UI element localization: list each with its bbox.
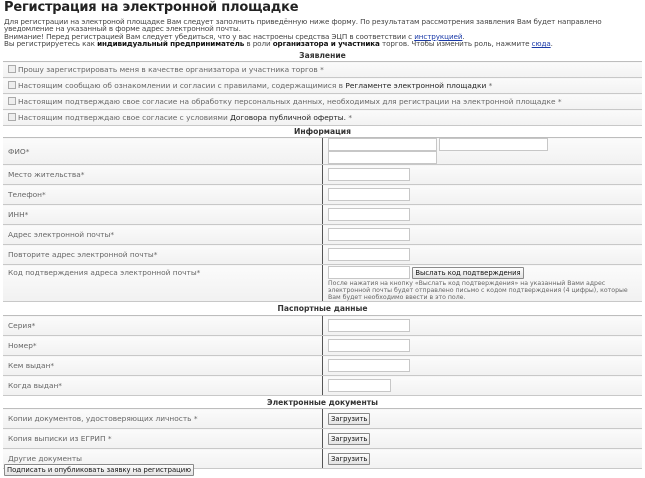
- checkbox-icon[interactable]: [8, 113, 16, 121]
- upload-button[interactable]: Загрузить: [328, 433, 370, 445]
- section-header: Электронные документы: [3, 396, 642, 409]
- role-name: организатора и участника: [272, 38, 380, 48]
- code-input[interactable]: [328, 266, 410, 279]
- intro-line: Для регистрации на электроной площадке Вам следует заполнить приведённую ниже форму. По результатам рассмотрения заявления Вам будет направлено уведомление на указанный в форме адрес электронной почты.: [4, 17, 602, 34]
- role-prefix: Вы регистрируетесь как: [4, 38, 98, 48]
- phone-label: Телефон*: [3, 185, 323, 205]
- residence-cell: [323, 165, 643, 185]
- fio-cell: [323, 138, 643, 165]
- checkbox-icon[interactable]: [8, 81, 16, 89]
- registration-form: [3, 49, 642, 469]
- field-row-email-repeat: [3, 245, 642, 265]
- checkbox-icon[interactable]: [8, 97, 16, 105]
- section-header: Заявление: [3, 49, 642, 62]
- email-repeat-label: Повторите адрес электронной почты*: [3, 245, 323, 265]
- upload-button[interactable]: Загрузить: [328, 453, 370, 465]
- document-cell: [323, 449, 643, 469]
- document-cell: [323, 409, 643, 429]
- role-line: [4, 40, 640, 47]
- issued-by-cell: [323, 356, 643, 376]
- statement-check-row: [3, 94, 642, 110]
- field-row-residence: [3, 165, 642, 185]
- email-repeat-input[interactable]: [328, 248, 410, 261]
- email-label: Адрес электронной почты*: [3, 225, 323, 245]
- required-mark: *: [486, 81, 493, 90]
- warning-end: .: [462, 31, 465, 41]
- issued-date-input[interactable]: [328, 379, 391, 392]
- regulations-link[interactable]: Регламенте электронной площадки: [345, 81, 487, 90]
- check-text: Настоящим подтверждаю свое согласие с условиями: [18, 113, 231, 122]
- last-name-input[interactable]: [328, 138, 437, 151]
- role-type: индивидуальный предприниматель: [97, 38, 245, 48]
- number-input[interactable]: [328, 339, 410, 352]
- field-row-inn: [3, 205, 642, 225]
- intro-text: [4, 18, 640, 47]
- document-label: Копия выписки из ЕГРИП *: [3, 429, 323, 449]
- section-header: Информация: [3, 126, 642, 138]
- number-label: Номер*: [3, 336, 323, 356]
- checkbox-organizer[interactable]: [3, 62, 642, 78]
- series-label: Серия*: [3, 316, 323, 336]
- statement-check-row: [3, 78, 642, 94]
- field-row-issued-date: [3, 376, 642, 396]
- document-row: [3, 429, 642, 449]
- section-info: [3, 126, 642, 138]
- fio-label: ФИО*: [3, 138, 323, 165]
- number-cell: [323, 336, 643, 356]
- first-name-input[interactable]: [439, 138, 548, 151]
- document-row: [3, 409, 642, 429]
- role-end: .: [550, 38, 553, 48]
- inn-label: ИНН*: [3, 205, 323, 225]
- phone-input[interactable]: [328, 188, 410, 201]
- check-text: Настоящим сообщаю об ознакомлении и согласии с правилами, содержащимися в: [18, 81, 346, 90]
- residence-input[interactable]: [328, 168, 410, 181]
- email-cell: [323, 225, 643, 245]
- submit-area: [4, 459, 194, 478]
- page-title: Регистрация на электронной площадке: [4, 0, 299, 15]
- checkbox-icon[interactable]: [8, 65, 16, 73]
- field-row-phone: [3, 185, 642, 205]
- upload-button[interactable]: Загрузить: [328, 413, 370, 425]
- section-passport: [3, 302, 642, 316]
- field-row-code: [3, 265, 642, 302]
- issued-by-input[interactable]: [328, 359, 410, 372]
- field-row-series: [3, 316, 642, 336]
- role-suffix: торгов. Чтобы изменить роль, нажмите: [379, 38, 532, 48]
- field-row-fio: [3, 138, 642, 165]
- sign-and-publish-button[interactable]: Подписать и опубликовать заявку на регистрацию: [4, 464, 194, 476]
- issued-by-label: Кем выдан*: [3, 356, 323, 376]
- middle-name-input[interactable]: [328, 151, 437, 164]
- series-input[interactable]: [328, 319, 410, 332]
- code-label: Код подтверждения адреса электронной почты*: [3, 265, 323, 302]
- check-text: Прошу зарегистрировать меня в качестве организатора и участника торгов: [18, 65, 318, 74]
- inn-input[interactable]: [328, 208, 410, 221]
- required-mark: *: [317, 65, 324, 74]
- checkbox-personal-data[interactable]: [3, 94, 642, 110]
- check-text: Настоящим подтверждаю свое согласие на обработку персональных данных, необходимых для регистрации на электронной площадке: [18, 97, 556, 106]
- email-input[interactable]: [328, 228, 410, 241]
- code-controls: [328, 266, 642, 279]
- statement-check-row: [3, 110, 642, 126]
- role-mid: в роли: [244, 38, 273, 48]
- checkbox-regulations[interactable]: [3, 78, 642, 94]
- document-label: Копии документов, удостоверяющих личность *: [3, 409, 323, 429]
- residence-label: Место жительства*: [3, 165, 323, 185]
- required-mark: *: [555, 97, 562, 106]
- document-cell: [323, 429, 643, 449]
- statement-check-row: [3, 62, 642, 78]
- document-label: Другие документы: [3, 449, 323, 469]
- change-role-link[interactable]: сюда: [531, 38, 551, 48]
- send-code-button[interactable]: Выслать код подтверждения: [412, 267, 523, 279]
- checkbox-offer[interactable]: [3, 110, 642, 126]
- field-row-email: [3, 225, 642, 245]
- instruction-link[interactable]: инструкцией: [414, 31, 463, 41]
- series-cell: [323, 316, 643, 336]
- required-mark: *: [345, 113, 353, 122]
- offer-link[interactable]: Договора публичной оферты.: [230, 113, 346, 122]
- warning-text: Внимание! Перед регистрацией Вам следует убедиться, что у вас настроены средства ЭЦП в соответствии с: [4, 31, 415, 41]
- email-repeat-cell: [323, 245, 643, 265]
- issued-date-cell: [323, 376, 643, 396]
- section-statement: [3, 49, 642, 62]
- inn-cell: [323, 205, 643, 225]
- phone-cell: [323, 185, 643, 205]
- field-row-issued-by: [3, 356, 642, 376]
- section-header: Паспортные данные: [3, 302, 642, 316]
- code-hint: После нажатия на кнопку «Выслать код подтверждения» на указанный Вами адрес электронной почты будет отправлено письмо с кодом подтверждения (4 цифры), которые Вам будет необходимо ввести в это поле.: [328, 280, 628, 301]
- issued-date-label: Когда выдан*: [3, 376, 323, 396]
- field-row-number: [3, 336, 642, 356]
- code-cell: [323, 265, 643, 302]
- section-documents: [3, 396, 642, 409]
